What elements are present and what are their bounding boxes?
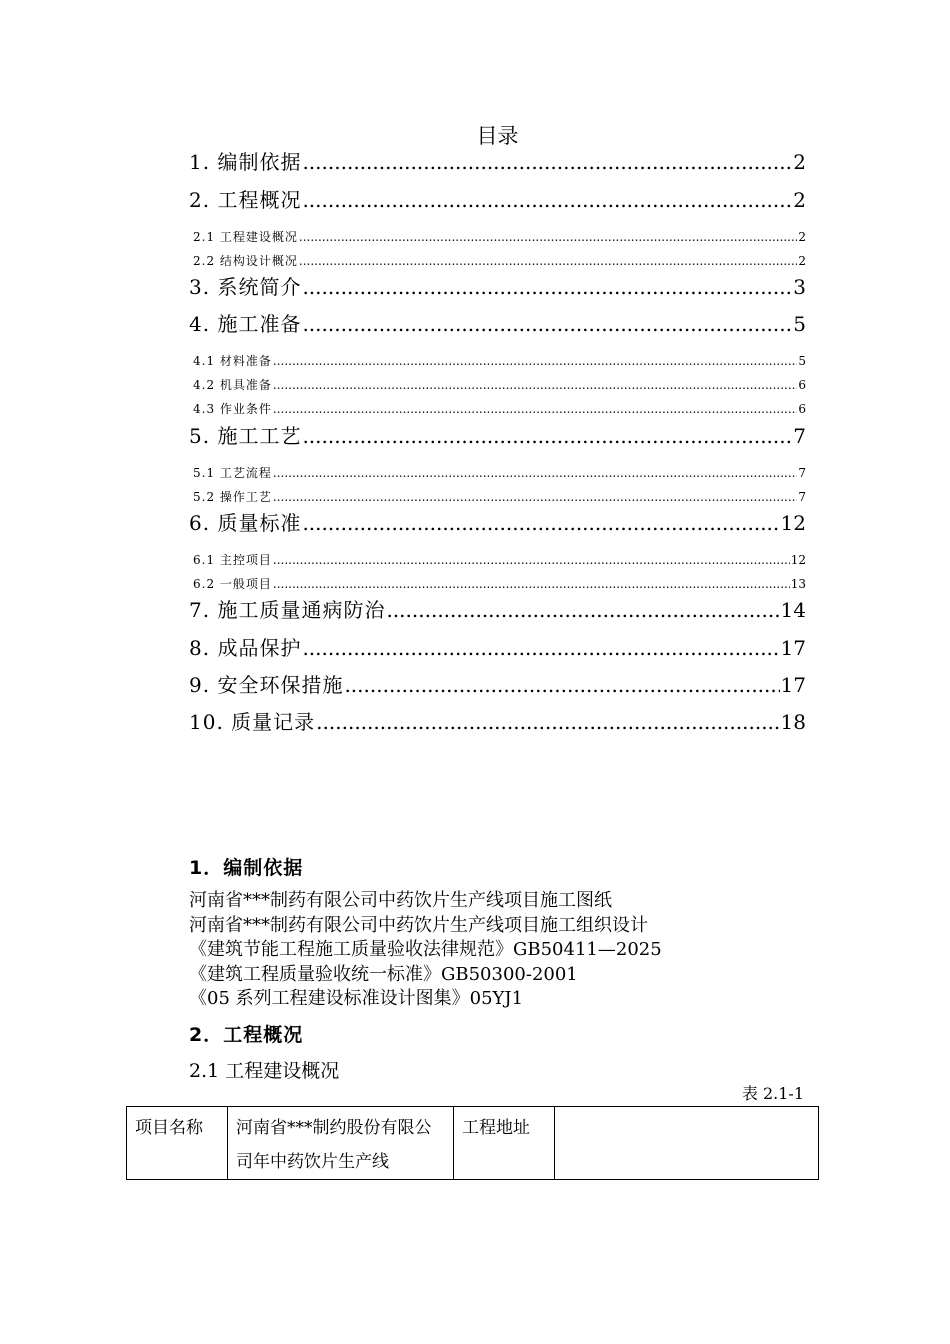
toc-entry-text: 4.2 机具准备 [193,378,272,392]
toc-entry[interactable] [189,575,806,593]
toc-entry-page: 14 [780,598,806,622]
basis-item: 河南省***制药有限公司中药饮片生产线项目施工组织设计 [189,914,648,936]
toc-entry-page: 6 [798,378,806,392]
toc-entry-page: 2 [793,188,806,212]
toc-entry-text: 3. 系统简介 [189,275,302,299]
toc-entry-text: 5.1 工艺流程 [193,466,272,480]
toc-entry-page: 2 [798,230,806,244]
toc-entry[interactable] [189,551,806,569]
table-cell-value [555,1107,819,1180]
toc-entry-text: 4.3 作业条件 [193,402,272,416]
table-cell-label: 项目名称 [127,1107,228,1180]
toc-entry[interactable] [189,273,806,301]
table-number: 表 2.1-1 [741,1084,804,1103]
toc-entry-page: 2 [798,254,806,268]
toc-entry-page: 3 [793,275,806,299]
toc-entry[interactable] [189,376,806,394]
toc-entry-text: 4.1 材料准备 [193,354,272,368]
toc-entry-page: 12 [780,511,806,535]
toc-entry-page: 17 [780,673,806,697]
toc-entry-page: 5 [793,312,806,336]
toc-entry-text: 9. 安全环保措施 [189,673,344,697]
toc-entry-page: 2 [793,150,806,174]
toc-entry-page: 18 [780,710,806,734]
sub-heading: 2.1 工程建设概况 [189,1060,340,1082]
toc-entry-page: 12 [790,553,806,567]
toc-entry[interactable] [189,228,806,246]
toc-entry-text: 5. 施工工艺 [189,424,302,448]
toc-entry-page: 7 [798,490,806,504]
toc-entry-page: 7 [793,424,806,448]
basis-item: 河南省***制药有限公司中药饮片生产线项目施工图纸 [189,890,612,911]
table-cell-label: 工程地址 [454,1107,555,1180]
toc-entry-page: 7 [798,466,806,480]
toc-entry-text: 1. 编制依据 [189,150,302,174]
toc-entry-page: 6 [798,402,806,416]
toc-entry-text: 5.2 操作工艺 [193,490,272,504]
section-heading: 1．编制依据 [189,857,304,879]
basis-list [189,889,662,1012]
section-heading: 2．工程概况 [189,1024,304,1046]
toc-entry[interactable] [189,596,806,624]
toc-entry[interactable] [189,252,806,270]
toc-entry-text: 6.1 主控项目 [193,553,272,567]
toc-entry-page: 13 [790,577,806,591]
toc-entry[interactable] [189,708,806,736]
toc-entry-text: 4. 施工准备 [189,312,302,336]
toc-entry-text: 10. 质量记录 [189,710,316,734]
toc-entry-text: 2.2 结构设计概况 [193,254,298,268]
toc-entry[interactable] [189,464,806,482]
toc-entry[interactable] [189,488,806,506]
toc-entry[interactable] [189,400,806,418]
toc-entry-page: 5 [798,354,806,368]
basis-item: 《建筑节能工程施工质量验收法律规范》GB50411—2025 [189,939,662,960]
basis-item: 《建筑工程质量验收统一标准》GB50300-2001 [189,963,578,985]
toc-entry[interactable] [189,352,806,370]
toc-entry-text: 2.1 工程建设概况 [193,230,298,244]
toc-entry[interactable] [189,310,806,338]
table-row [127,1107,819,1180]
toc-entry[interactable] [189,148,806,176]
toc-entry[interactable] [189,509,806,537]
toc-entry[interactable] [189,186,806,214]
toc-entry-text: 6. 质量标准 [189,511,302,535]
toc-entry-text: 6.2 一般项目 [193,577,272,591]
toc-title: 目录 [476,124,519,148]
toc-entry-text: 8. 成品保护 [189,636,302,660]
toc-entry[interactable] [189,422,806,450]
basis-item: 《05 系列工程建设标准设计图集》05YJ1 [189,988,524,1009]
table-cell-value: 河南省***制约股份有限公司年中药饮片生产线 [228,1107,454,1180]
toc-entry-page: 17 [780,636,806,660]
toc-entry-text: 2. 工程概况 [189,188,302,212]
project-info-table [126,1106,819,1180]
toc-entry[interactable] [189,634,806,662]
toc-entry[interactable] [189,671,806,699]
toc-entry-text: 7. 施工质量通病防治 [189,598,386,622]
